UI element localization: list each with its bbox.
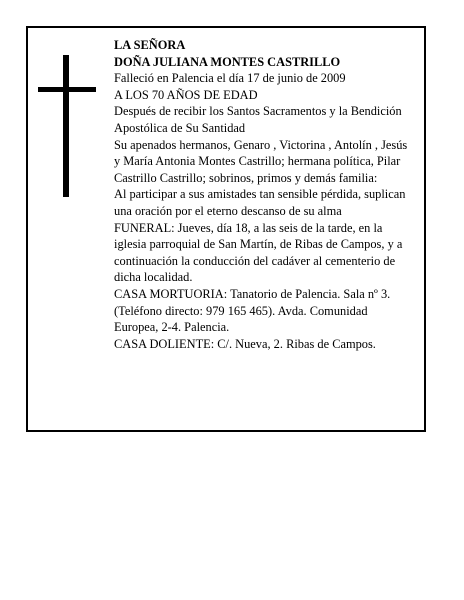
deceased-name: DOÑA JULIANA MONTES CASTRILLO — [114, 54, 341, 69]
casa-doliente-paragraph: CASA DOLIENTE: C/. Nueva, 2. Ribas de Campos. — [114, 336, 376, 351]
funeral-paragraph: FUNERAL: Jueves, día 18, a las seis de la tarde, en la iglesia parroquial de San Martín, de Ribas de Campos, y a continuación la conducción del cadáver al cementerio de dicha localidad. — [114, 220, 403, 285]
death-line: Falleció en Palencia el día 17 de junio de 2009 — [114, 71, 346, 86]
family-paragraph: Su apenados hermanos, Genaro , Victorina , Antolín , Jesús y María Antonia Montes Castrillo; hermana política, Pilar Castrillo Castrillo; sobrinos, primos y demás familia: — [114, 137, 408, 185]
age-line: A LOS 70 AÑOS DE EDAD — [114, 87, 258, 102]
request-paragraph: Al participar a sus amistades tan sensible pérdida, suplican una oración por el eterno descanso de su alma — [114, 187, 406, 218]
sacraments-paragraph: Después de recibir los Santos Sacramentos y la Bendición Apostólica de Su Santidad — [114, 104, 402, 135]
notice-title: LA SEÑORA — [114, 38, 186, 52]
casa-mortuoria-paragraph: CASA MORTUORIA: Tanatorio de Palencia. Sala nº 3. (Teléfono directo: 979 165 465). Avda. Comunidad Europea, 2-4. Palencia. — [114, 286, 391, 335]
cross-vertical-bar — [63, 55, 69, 197]
cross-icon — [38, 55, 96, 197]
cross-horizontal-bar — [38, 87, 96, 92]
obituary-text — [114, 37, 414, 352]
